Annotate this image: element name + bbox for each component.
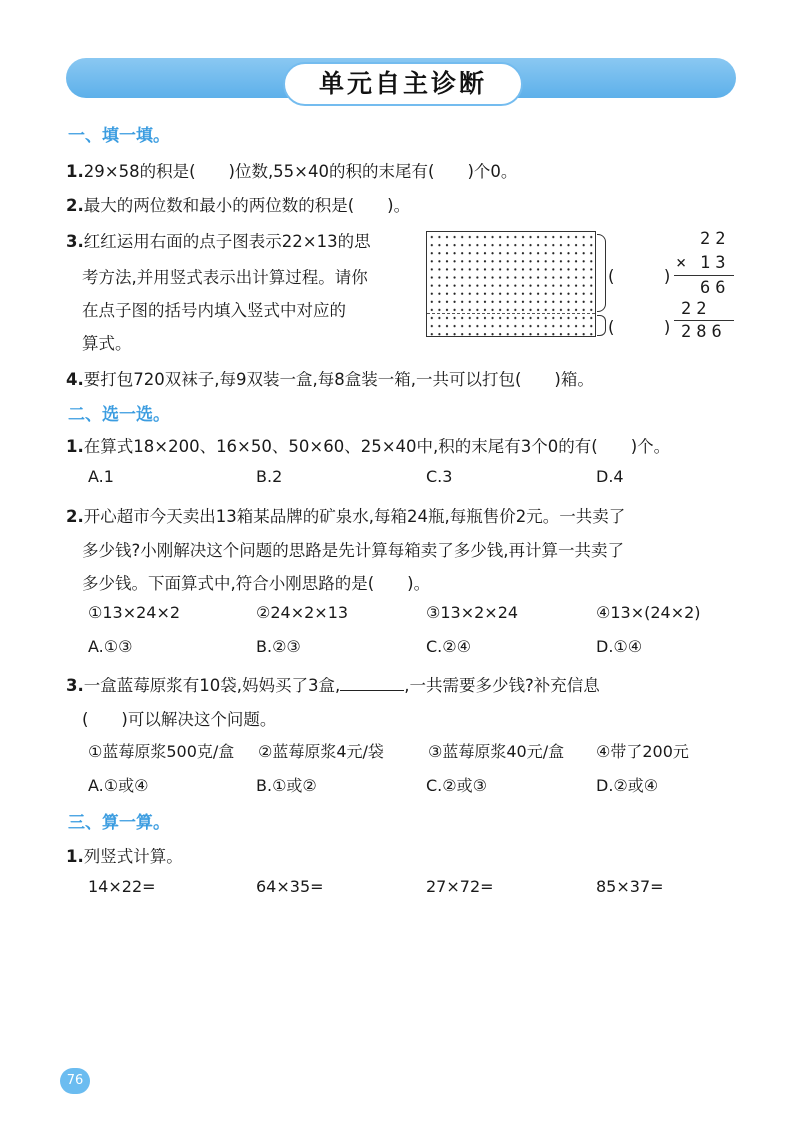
question-choose-3-line1: [66, 672, 600, 696]
option-d[interactable]: D.4: [596, 467, 624, 486]
section-heading-fill: 一、填一填。: [68, 126, 170, 146]
question-choose-2-line2: 多少钱?小刚解决这个问题的思路是先计算每箱卖了多少钱,再计算一共卖了: [82, 541, 625, 560]
option-b[interactable]: B.①或②: [256, 776, 317, 795]
question-number: 3.: [66, 676, 84, 695]
info-2: ②蓝莓原浆4元/袋: [258, 742, 384, 761]
question-fill-4: [66, 366, 594, 390]
vertical-row-2: 13: [700, 253, 731, 273]
option-b[interactable]: B.2: [256, 467, 283, 486]
expression-1: ①13×24×2: [88, 603, 181, 622]
option-d[interactable]: D.②或④: [596, 776, 659, 795]
option-a[interactable]: A.①或④: [88, 776, 149, 795]
question-number: 2.: [66, 196, 84, 215]
brace-upper: [597, 234, 606, 312]
answer-paren-upper[interactable]: ( ): [608, 267, 671, 286]
question-number: 1.: [66, 847, 84, 866]
vertical-operator: ×: [676, 253, 692, 273]
question-choose-2-line3: 多少钱。下面算式中,符合小刚思路的是( )。: [82, 574, 431, 593]
vertical-line-2: [674, 320, 734, 321]
option-c[interactable]: C.②④: [426, 637, 471, 656]
option-c[interactable]: C.3: [426, 467, 453, 486]
option-a[interactable]: A.1: [88, 467, 114, 486]
question-fill-3-line4: 算式。: [82, 334, 132, 353]
question-text: 一盒蓝莓原浆有10袋,妈妈买了3盒,: [83, 676, 341, 695]
calc-problem-4[interactable]: 85×37=: [596, 877, 664, 896]
question-text: 列竖式计算。: [83, 847, 183, 866]
question-choose-3-line2: ( )可以解决这个问题。: [82, 710, 277, 729]
vertical-row-4: 22: [681, 299, 712, 319]
dot-diagram-divider: [427, 313, 595, 314]
question-text: 29×58的积是( )位数,55×40的积的末尾有( )个0。: [83, 162, 518, 181]
question-fill-3-line2: 考方法,并用竖式表示出计算过程。请你: [82, 268, 368, 287]
answer-blank[interactable]: [340, 690, 404, 691]
section-heading-calc: 三、算一算。: [68, 813, 170, 833]
question-text: 在算式18×200、16×50、50×60、25×40中,积的末尾有3个0的有( )个。: [83, 437, 671, 456]
expression-4: ④13×(24×2): [596, 603, 701, 622]
page-title: 单元自主诊断: [318, 69, 487, 98]
vertical-row-1: 22: [700, 229, 731, 249]
question-text: 要打包720双袜子,每9双装一盒,每8盒装一箱,一共可以打包( )箱。: [83, 370, 594, 389]
question-choose-2-line1: [66, 503, 625, 527]
info-4: ④带了200元: [596, 742, 689, 761]
info-1: ①蓝莓原浆500克/盒: [88, 742, 235, 761]
question-number: 3.: [66, 232, 84, 251]
section-heading-choose: 二、选一选。: [68, 405, 170, 425]
question-number: 1.: [66, 437, 84, 456]
option-d[interactable]: D.①④: [596, 637, 643, 656]
page-number-badge: 76: [60, 1068, 90, 1094]
answer-paren-lower[interactable]: ( ): [608, 318, 671, 337]
calc-problem-1[interactable]: 14×22=: [88, 877, 156, 896]
title-tab: [283, 62, 523, 106]
vertical-row-5: 286: [681, 322, 727, 342]
expression-3: ③13×2×24: [426, 603, 519, 622]
question-number: 4.: [66, 370, 84, 389]
calc-problem-3[interactable]: 27×72=: [426, 877, 494, 896]
question-text: 开心超市今天卖出13箱某品牌的矿泉水,每箱24瓶,每瓶售价2元。一共卖了: [83, 507, 626, 526]
expression-2: ②24×2×13: [256, 603, 349, 622]
option-b[interactable]: B.②③: [256, 637, 301, 656]
question-number: 2.: [66, 507, 84, 526]
question-fill-3-line3: 在点子图的括号内填入竖式中对应的: [82, 301, 346, 320]
question-fill-2: [66, 192, 410, 216]
vertical-line-1: [674, 275, 734, 276]
question-fill-1: [66, 158, 517, 182]
question-choose-1: [66, 433, 670, 457]
option-c[interactable]: C.②或③: [426, 776, 487, 795]
info-3: ③蓝莓原浆40元/盒: [428, 742, 565, 761]
brace-lower: [597, 315, 606, 336]
question-calc-1: [66, 843, 183, 867]
question-text: 最大的两位数和最小的两位数的积是( )。: [83, 196, 411, 215]
option-a[interactable]: A.①③: [88, 637, 133, 656]
question-number: 1.: [66, 162, 84, 181]
question-text: ,一共需要多少钱?补充信息: [404, 676, 600, 695]
vertical-row-3: 66: [700, 278, 731, 298]
calc-problem-2[interactable]: 64×35=: [256, 877, 324, 896]
question-text: 红红运用右面的点子图表示22×13的思: [83, 232, 371, 251]
dot-diagram: [426, 231, 596, 337]
question-fill-3-line1: [66, 228, 371, 252]
